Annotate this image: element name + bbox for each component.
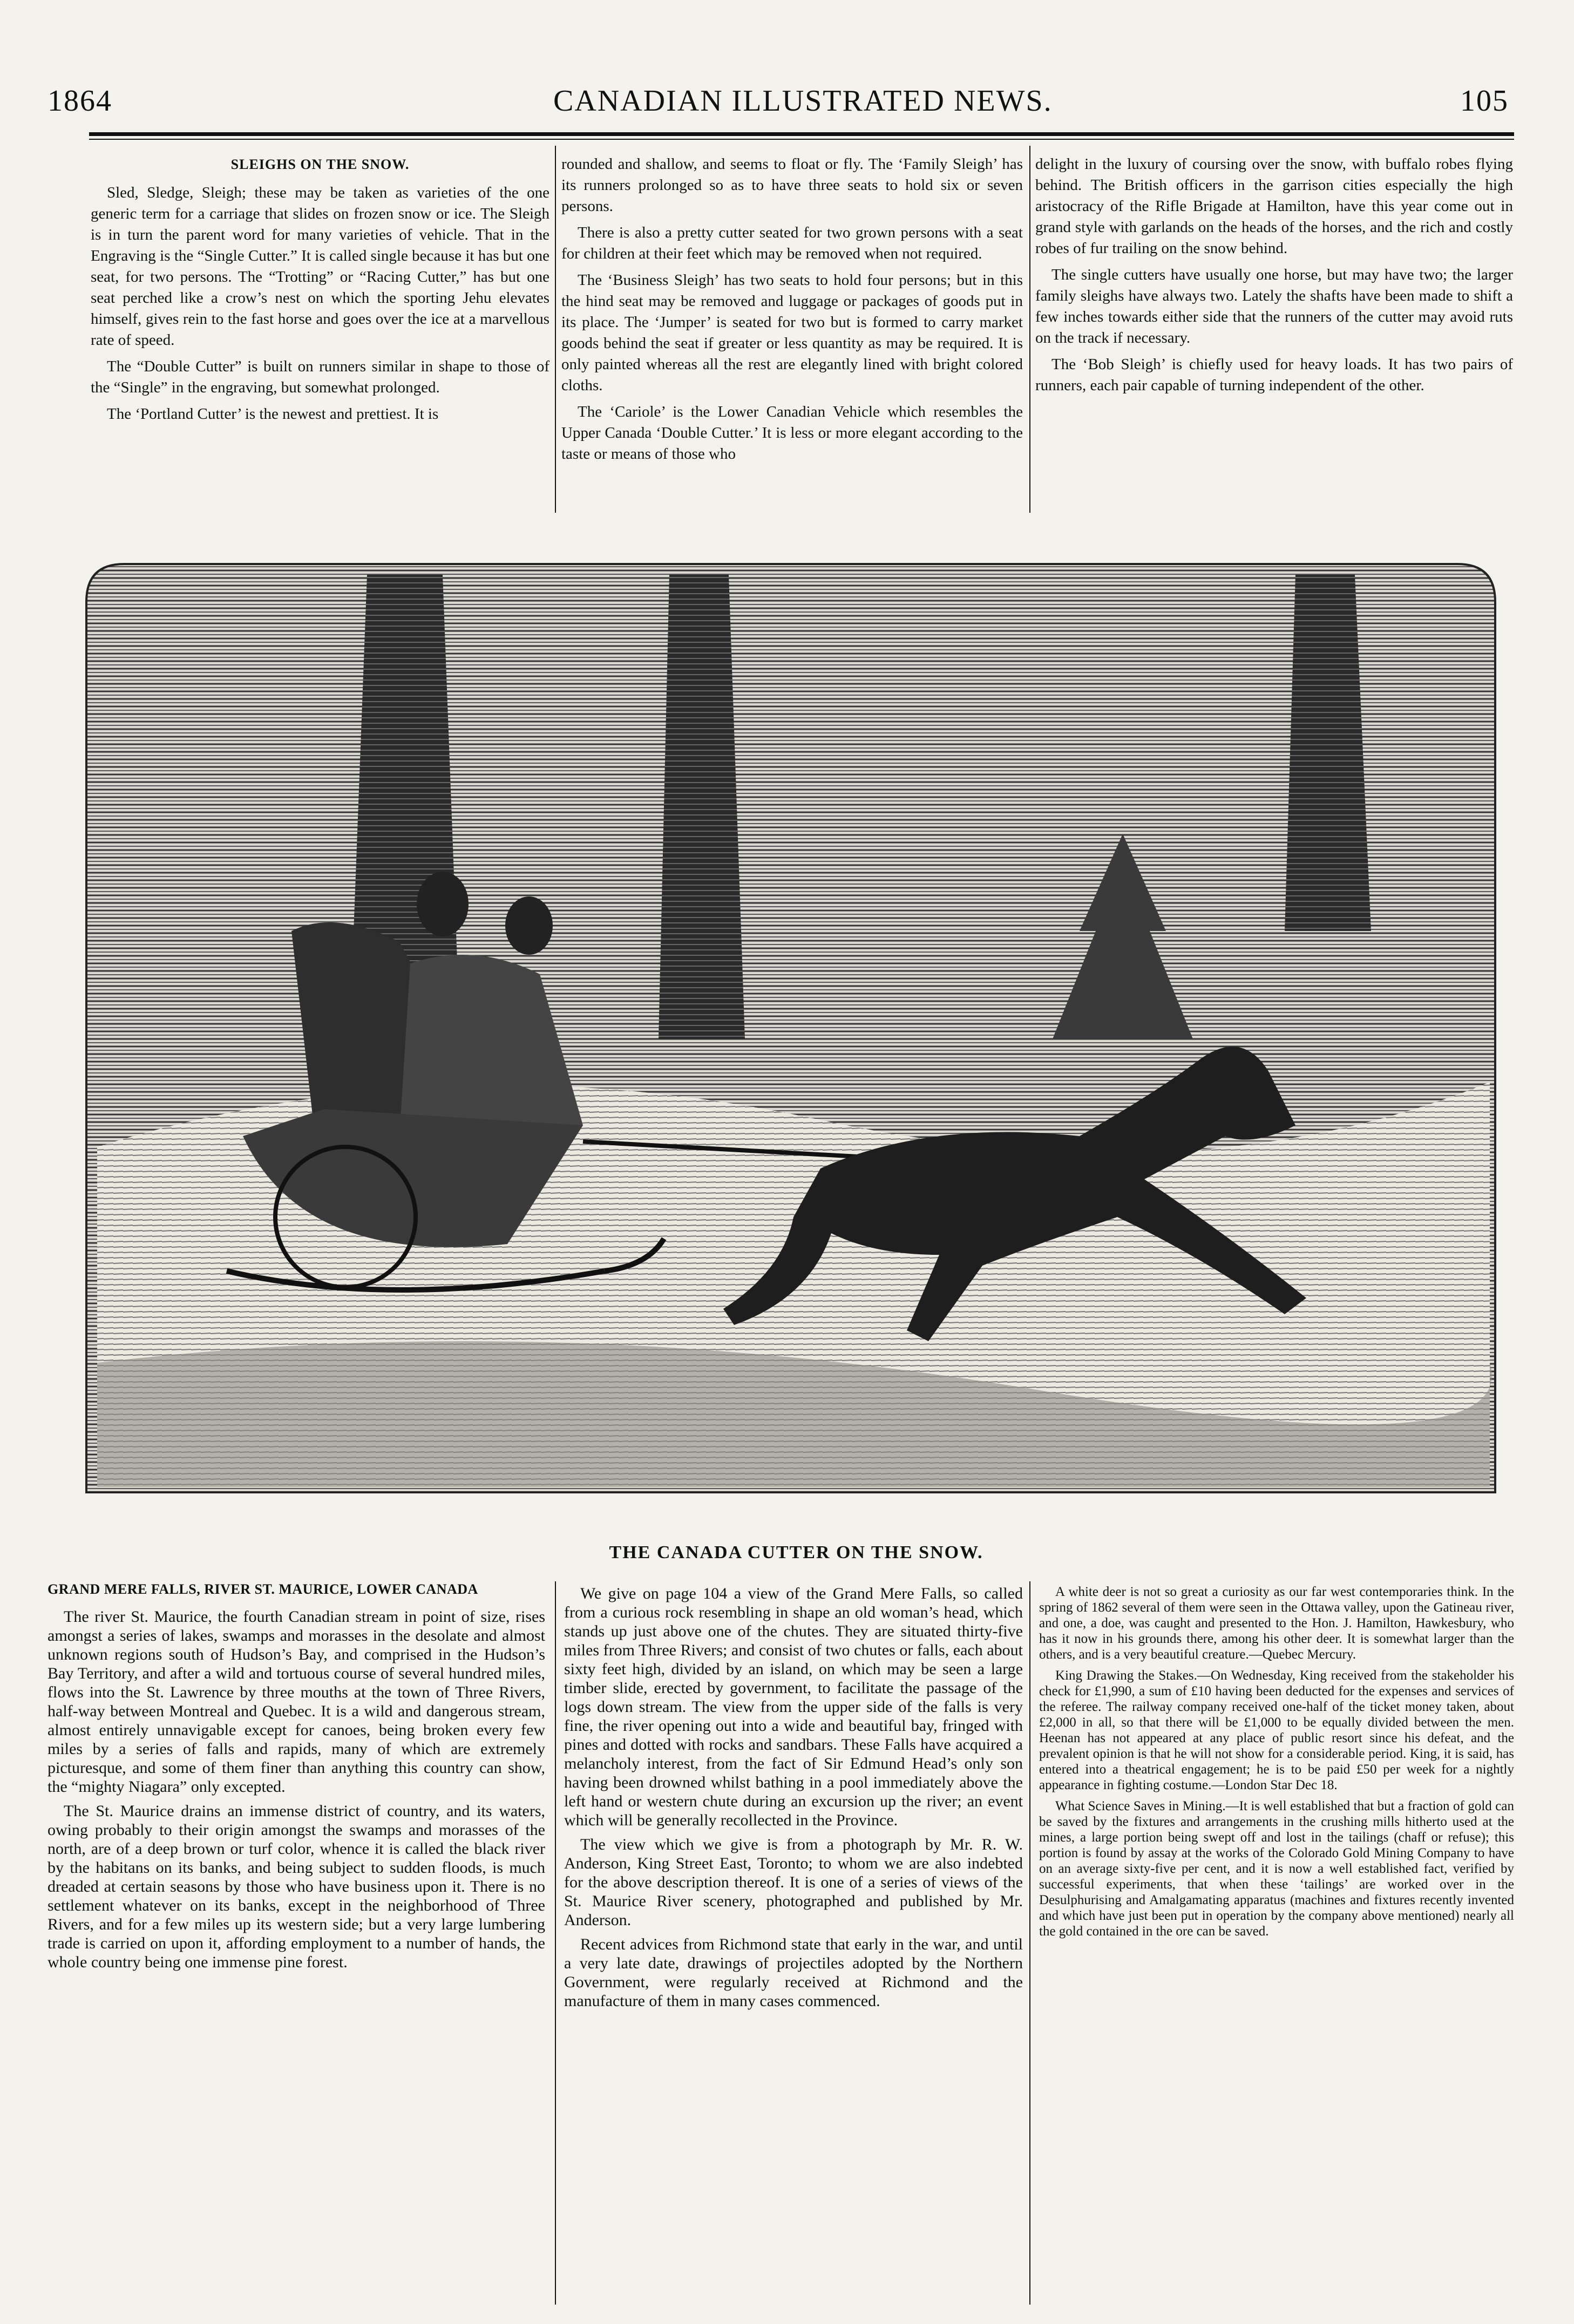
article-heading-falls: GRAND MERE FALLS, RIVER ST. MAURICE, LOWER CANADA	[48, 1581, 478, 1597]
page-number: 105	[1460, 84, 1509, 118]
sleighs-column-1	[91, 157, 549, 430]
paragraph: delight in the luxury of coursing over the snow, with buffalo robes flying behind. The British officers in the garrison cities especially the high aristocracy of the Rifle Brigade at Hamilton, have this year come out in grand style with garlands on the heads of the horses, and the rich and costly robes of fur trailing on the snow behind.	[1035, 155, 1513, 257]
article-heading-sleighs: SLEIGHS ON THE SNOW.	[230, 157, 410, 172]
paragraph: The single cutters have usually one horse, but may have two; the larger family sleighs have always two. Lately the shafts have been made to shift a few inches towards either side that the runners of the cutter may avoid ruts on the track if necessary.	[1035, 266, 1513, 346]
news-item-king-stakes: King Drawing the Stakes.—On Wednesday, King received from the stakeholder his check for £1,990, a sum of £10 having been deducted for the expenses and services of the referee. The railway company received one-half of the ticket money taken, about £2,000 in all, so that there will be £1,000 to be equally divided between the men. Heenan has not appeared at any place of public resort since his defeat, and the prevalent opinion is that he will not show for a considerable period. King, it is said, has entered into a theatrical engagement; he is to be paid £50 per week for a nightly appearance in fighting costume.—London Star Dec 18.	[1039, 1668, 1514, 1792]
paragraph: We give on page 104 a view of the Grand Mere Falls, so called from a curious rock resembling in shape an old woman’s head, which stands up just above one of the chutes. They are situated thirty-five miles from Three Rivers; and consist of two chutes or falls, each about sixty feet high, divided by an island, on which may be seen a large timber slide, erected by government, to facilitate the passage of the logs down stream. The view from the upper side of the falls is very fine, the river opening out into a wide and beautiful bay, fringed with pines and dotted with rocks and sandbars. These Falls have acquired a melancholy interest, from the fact of Sir Edmund Head’s only son having been drowned whilst bathing in a pool immediately above the left hand or western chute during an excursion up the river; an event which will be generally recollected in the Province.	[564, 1585, 1023, 1829]
paragraph: The St. Maurice drains an immense district of country, and its waters, owing probably to their origin amongst the swamps and morasses of the north, are of a deep brown or turf color, whence it is called the black river by the habitans on its banks, and being subject to sudden floods, is much dreaded at certain seasons by those who have business upon it. There is no settlement whatever on its banks, except in the neighborhood of Three Rivers, and for a few miles up its western side; but a very large lumbering trade is carried on upon it, affording employment to a number of hands, the whole country being one immense pine forest.	[48, 1802, 545, 1971]
paragraph: The ‘Portland Cutter’ is the newest and prettiest. It is	[107, 405, 439, 423]
news-item-white-deer: A white deer is not so great a curiosity as our far west contemporaries think. In the spring of 1862 several of them were seen in the Ottawa valley, upon the Gatineau river, and one, a doe, was caught and presented to the Hon. J. Hamilton, Hawkesbury, who has it now in his grounds there, among his other deer. It is somewhat larger than the others, and is a very beautiful creature.—Quebec Mercury.	[1039, 1585, 1514, 1662]
column-divider	[555, 146, 556, 513]
paragraph: Recent advices from Richmond state that early in the war, and until a very late date, drawings of projectiles adopted by the Northern Government, were regularly received at Richmond and the manufacture of them in many cases commenced.	[564, 1935, 1023, 2010]
column-divider	[555, 1581, 556, 2305]
paragraph: There is also a pretty cutter seated for two grown persons with a seat for children at their feet which may be removed when not required.	[561, 224, 1023, 262]
paragraph: The river St. Maurice, the fourth Canadian stream in point of size, rises amongst a series of lakes, swamps and morasses in the desolate and almost unknown regions south of Hudson’s Bay, and comprised in the Hudson’s Bay Territory, and after a wild and tortuous course of several hundred miles, flows into the St. Lawrence by three mouths at the town of Three Rivers, half-way between Montreal and Quebec. It is a wild and dangerous stream, almost entirely unnavigable except for canoes, being broken every few miles by a series of falls and rapids, many of which are extremely picturesque, and some of them finer than anything this country can show, the “mighty Niagara” only excepted.	[48, 1608, 545, 1796]
column-divider	[1029, 146, 1030, 513]
engraving-canada-cutter	[65, 553, 1517, 1503]
engraving-caption: THE CANADA CUTTER ON THE SNOW.	[609, 1542, 983, 1562]
news-item-science-mining: What Science Saves in Mining.—It is well established that but a fraction of gold can be saved by the fixtures and arrangements in the crushing mills hitherto used at the mines, a large portion being swept off and lost in the tailings (chaff or refuse); this portion is found by assay at the works of the Colorado Gold Mining Company to have on an average sixty-five per cent, and it is now a well established fact, verified by successful experiments, that when these ‘tailings’ are worked over in the Desulphurising and Amalgamating apparatus (machines and fixtures recently invented and which have just been put in operation by the company above mentioned) nearly all the gold contained in the ore can be saved.	[1039, 1799, 1514, 1939]
column-divider	[1029, 1581, 1030, 2305]
paragraph: Sled, Sledge, Sleigh; these may be taken as varieties of the one generic term for a carriage that slides on frozen snow or ice. The Sleigh is in turn the parent word for many varieties of vehicle. That in the Engraving is the “Single Cutter.” It is called single because it has but one seat, for two persons. The “Trotting” or “Racing Cutter,” has but one seat perched like a crow’s nest on which the sporting Jehu elevates himself, gives rein to the fast horse and goes over the ice at a marvellous rate of speed.	[91, 184, 549, 349]
falls-column-1	[48, 1581, 545, 1977]
sleighs-column-3	[1035, 154, 1513, 402]
newspaper-title: CANADIAN ILLUSTRATED NEWS.	[553, 84, 1053, 118]
engraving-artwork	[65, 553, 1517, 1503]
paragraph: The view which we give is from a photograph by Mr. R. W. Anderson, King Street East, Toronto; to whom we are also indebted for the above description thereof. It is one of a series of views of the St. Maurice River scenery, photographed and published by Mr. Anderson.	[564, 1836, 1023, 1929]
paragraph: The ‘Business Sleigh’ has two seats to hold four persons; but in this the hind seat may be removed and luggage or packages of goods put in its place. The ‘Jumper’ is seated for two but is formed to carry market goods behind the seat if greater or less quantity as may be required. It is only painted whereas all the rest are elegantly lined with bright colored cloths.	[561, 271, 1023, 394]
page-year: 1864	[48, 84, 112, 118]
paragraph: The ‘Bob Sleigh’ is chiefly used for heavy loads. It has two pairs of runners, each pair capable of turning independent of the other.	[1035, 356, 1513, 394]
sleighs-column-2	[561, 154, 1023, 470]
header-rule-thin	[89, 139, 1514, 140]
paragraph: The “Double Cutter” is built on runners similar in shape to those of the “Single” in the engraving, but somewhat prolonged.	[91, 358, 549, 396]
news-column	[1039, 1584, 1514, 1945]
paragraph: rounded and shallow, and seems to float or fly. The ‘Family Sleigh’ has its runners prolonged so as to have three seats to hold six or seven persons.	[561, 155, 1023, 215]
header-rule	[89, 132, 1514, 136]
falls-column-2	[564, 1584, 1023, 2016]
paragraph: The ‘Cariole’ is the Lower Canadian Vehicle which resembles the Upper Canada ‘Double Cutter.’ It is less or more elegant according to the taste or means of those who	[561, 403, 1023, 463]
